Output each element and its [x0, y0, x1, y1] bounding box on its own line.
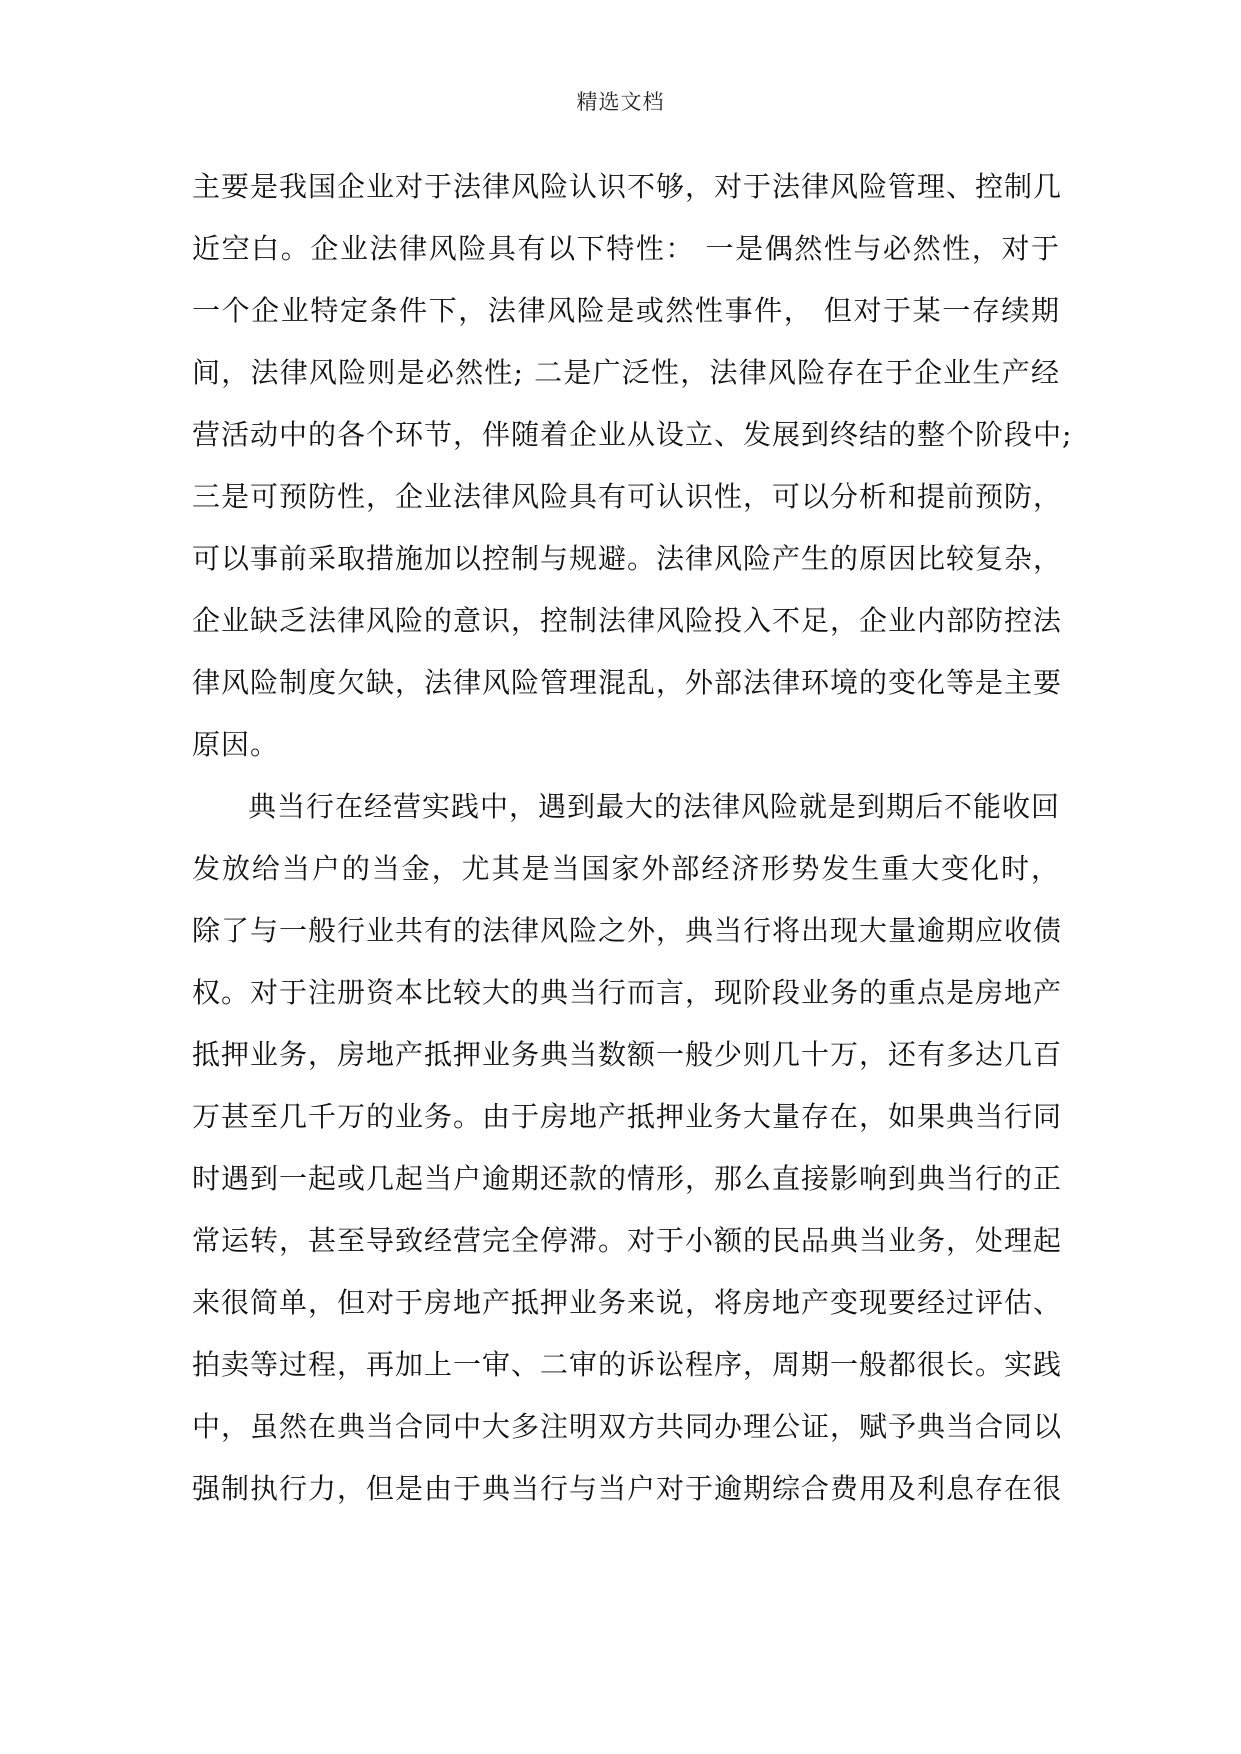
text-line: 常运转，甚至导致经营完全停滞。对于小额的民品典当业务，处理起	[192, 1224, 1063, 1257]
text-line: 一个企业特定条件下，法律风险是或然性事件， 但对于某一存续期	[192, 294, 1060, 327]
paragraph	[192, 156, 1073, 776]
text-line: 三是可预防性，企业法律风险具有可认识性，可以分析和提前预防，	[192, 480, 1063, 513]
paragraph	[192, 776, 1063, 1520]
text-line: 发放给当户的当金，尤其是当国家外部经济形势发生重大变化时，	[192, 852, 1060, 885]
text-line: 营活动中的各个环节，伴随着企业从设立、发展到终结的整个阶段中;	[192, 418, 1073, 451]
text-line: 权。对于注册资本比较大的典当行而言，现阶段业务的重点是房地产	[192, 976, 1063, 1009]
text-line: 可以事前采取措施加以控制与规避。法律风险产生的原因比较复杂，	[192, 542, 1063, 575]
text-line: 拍卖等过程，再加上一审、二审的诉讼程序，周期一般都很长。实践	[192, 1348, 1063, 1381]
text-line: 中，虽然在典当合同中大多注明双方共同办理公证，赋予典当合同以	[192, 1410, 1063, 1443]
text-line: 企业缺乏法律风险的意识，控制法律风险投入不足，企业内部防控法	[192, 604, 1063, 637]
text-line: 主要是我国企业对于法律风险认识不够，对于法律风险管理、控制几	[192, 170, 1063, 203]
text-line: 律风险制度欠缺，法律风险管理混乱，外部法律环境的变化等是主要	[192, 666, 1063, 699]
text-line: 抵押业务，房地产抵押业务典当数额一般少则几十万，还有多达几百	[192, 1038, 1063, 1071]
text-line: 除了与一般行业共有的法律风险之外，典当行将出现大量逾期应收债	[192, 914, 1063, 947]
text-line: 万甚至几千万的业务。由于房地产抵押业务大量存在，如果典当行同	[192, 1100, 1063, 1133]
text-line: 近空白。企业法律风险具有以下特性： 一是偶然性与必然性，对于	[192, 232, 1060, 265]
text-line: 强制执行力，但是由于典当行与当户对于逾期综合费用及利息存在很	[192, 1472, 1063, 1505]
page-header: 精选文档	[576, 90, 665, 114]
text-line: 典当行在经营实践中，遇到最大的法律风险就是到期后不能收回	[248, 790, 1061, 823]
text-line: 间，法律风险则是必然性; 二是广泛性，法律风险存在于企业生产经	[192, 356, 1060, 389]
document-body	[192, 156, 1073, 1520]
text-line: 来很简单，但对于房地产抵押业务来说，将房地产变现要经过评估、	[192, 1286, 1063, 1319]
text-line: 时遇到一起或几起当户逾期还款的情形，那么直接影响到典当行的正	[192, 1162, 1063, 1195]
text-line: 原因。	[192, 728, 280, 761]
